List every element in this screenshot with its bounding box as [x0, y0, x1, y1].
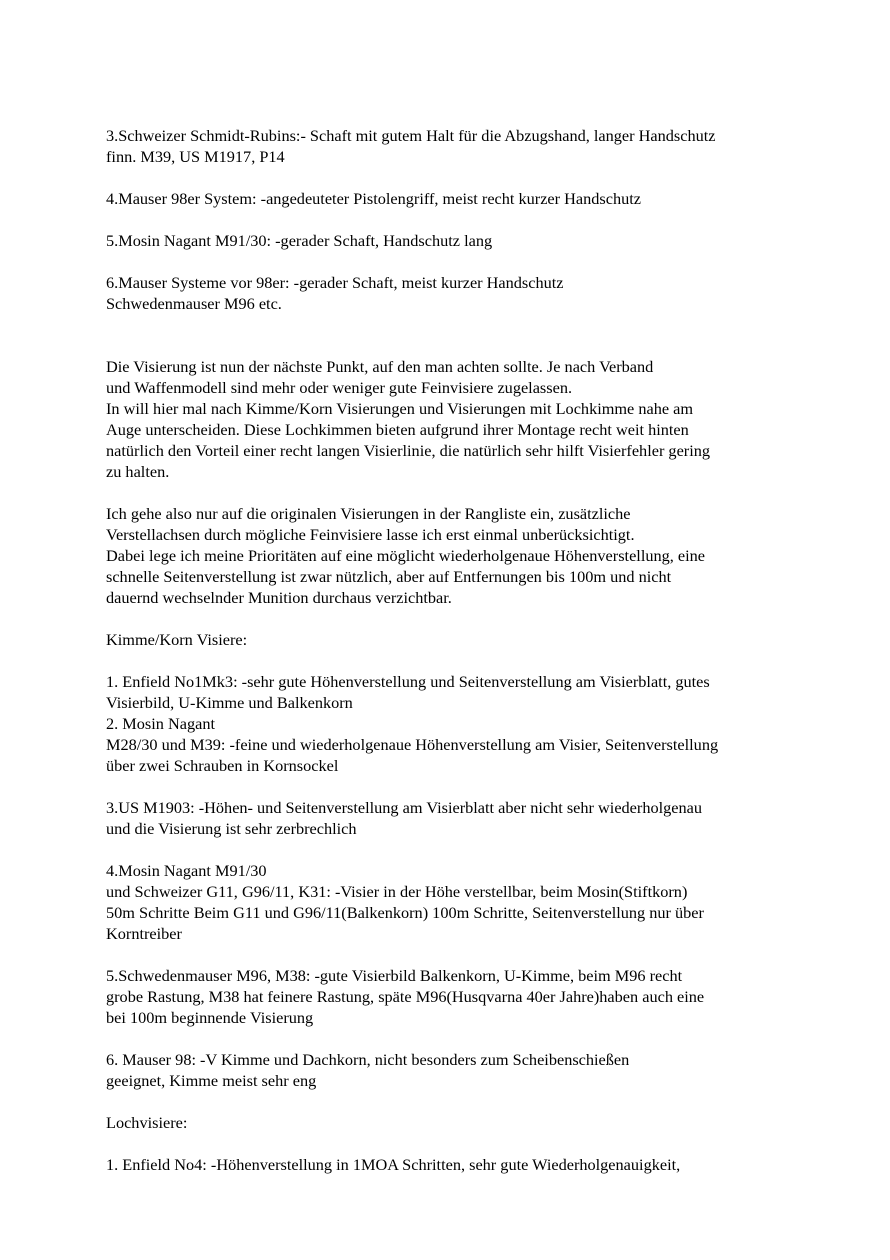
text-line: finn. M39, US M1917, P14: [106, 147, 285, 166]
text-line: 6.Mauser Systeme vor 98er: -gerader Schaft, meist kurzer Handschutz: [106, 273, 564, 292]
text-line: schnelle Seitenverstellung ist zwar nützlich, aber auf Entfernungen bis 100m und nicht: [106, 567, 672, 586]
text-line: 1. Enfield No4: -Höhenverstellung in 1MOA Schritten, sehr gute Wiederholgenauigkeit,: [106, 1155, 681, 1174]
text-line: und Schweizer G11, G96/11, K31: -Visier in der Höhe verstellbar, beim Mosin(Stiftkorn): [106, 882, 688, 901]
text-line: geeignet, Kimme meist sehr eng: [106, 1071, 317, 1090]
text-line: natürlich den Vorteil einer recht langen Visierlinie, die natürlich sehr hilft Visierfehler gering: [106, 441, 711, 460]
text-line: Ich gehe also nur auf die originalen Visierungen in der Rangliste ein, zusätzliche: [106, 504, 631, 523]
text-line: zu halten.: [106, 462, 170, 481]
heading-lochvisiere: [106, 1112, 796, 1133]
text-line: bei 100m beginnende Visierung: [106, 1008, 314, 1027]
paragraph-enfield-mosin: [106, 671, 796, 776]
text-line: und die Visierung ist sehr zerbrechlich: [106, 819, 357, 838]
text-line: 3.Schweizer Schmidt-Rubins:- Schaft mit gutem Halt für die Abzugshand, langer Handschutz: [106, 126, 716, 145]
text-line: Die Visierung ist nun der nächste Punkt, auf den man achten sollte. Je nach Verband: [106, 357, 654, 376]
text-line: In will hier mal nach Kimme/Korn Visierungen und Visierungen mit Lochkimme nahe am: [106, 399, 694, 418]
spacer: [106, 335, 796, 356]
text-line: und Waffenmodell sind mehr oder weniger gute Feinvisiere zugelassen.: [106, 378, 573, 397]
text-line: 1. Enfield No1Mk3: -sehr gute Höhenverstellung und Seitenverstellung am Visierblatt, gutes: [106, 672, 710, 691]
text-line: 6. Mauser 98: -V Kimme und Dachkorn, nicht besonders zum Scheibenschießen: [106, 1050, 630, 1069]
text-line: 4.Mosin Nagant M91/30: [106, 861, 267, 880]
text-line: über zwei Schrauben in Kornsockel: [106, 756, 339, 775]
text-line: 50m Schritte Beim G11 und G96/11(Balkenkorn) 100m Schritte, Seitenverstellung nur über: [106, 903, 704, 922]
text-line: M28/30 und M39: -feine und wiederholgenaue Höhenverstellung am Visier, Seitenverstellung: [106, 735, 719, 754]
paragraph-mauser-pre-98: [106, 272, 796, 314]
text-line: 2. Mosin Nagant: [106, 714, 215, 733]
section-heading: Kimme/Korn Visiere:: [106, 630, 248, 649]
text-line: Visierbild, U-Kimme und Balkenkorn: [106, 693, 353, 712]
paragraph-mauser-98: [106, 188, 796, 209]
text-line: 4.Mauser 98er System: -angedeuteter Pistolengriff, meist recht kurzer Handschutz: [106, 189, 642, 208]
paragraph-schwedenmauser: [106, 965, 796, 1028]
text-line: 5.Mosin Nagant M91/30: -gerader Schaft, Handschutz lang: [106, 231, 493, 250]
paragraph-schmidt-rubin: [106, 125, 796, 167]
text-line: Korntreiber: [106, 924, 182, 943]
heading-kimme-korn: [106, 629, 796, 650]
text-line: Schwedenmauser M96 etc.: [106, 294, 282, 313]
document-body: [106, 125, 796, 1175]
paragraph-enfield-no4: [106, 1154, 796, 1175]
paragraph-mosin-nagant: [106, 230, 796, 251]
text-line: 3.US M1903: -Höhen- und Seitenverstellung am Visierblatt aber nicht sehr wiederholgenau: [106, 798, 703, 817]
paragraph-us-m1903: [106, 797, 796, 839]
text-line: Dabei lege ich meine Prioritäten auf eine möglicht wiederholgenaue Höhenverstellung, eine: [106, 546, 706, 565]
text-line: 5.Schwedenmauser M96, M38: -gute Visierbild Balkenkorn, U-Kimme, beim M96 recht: [106, 966, 683, 985]
paragraph-mauser-98-sights: [106, 1049, 796, 1091]
text-line: Verstellachsen durch mögliche Feinvisiere lasse ich erst einmal unberücksichtigt.: [106, 525, 635, 544]
text-line: Auge unterscheiden. Diese Lochkimmen bieten aufgrund ihrer Montage recht weit hinten: [106, 420, 689, 439]
paragraph-visierung-intro: [106, 356, 796, 482]
paragraph-mosin-schweizer: [106, 860, 796, 944]
paragraph-priorities: [106, 503, 796, 608]
text-line: dauernd wechselnder Munition durchaus verzichtbar.: [106, 588, 452, 607]
text-line: grobe Rastung, M38 hat feinere Rastung, späte M96(Husqvarna 40er Jahre)haben auch eine: [106, 987, 705, 1006]
section-heading: Lochvisiere:: [106, 1113, 188, 1132]
